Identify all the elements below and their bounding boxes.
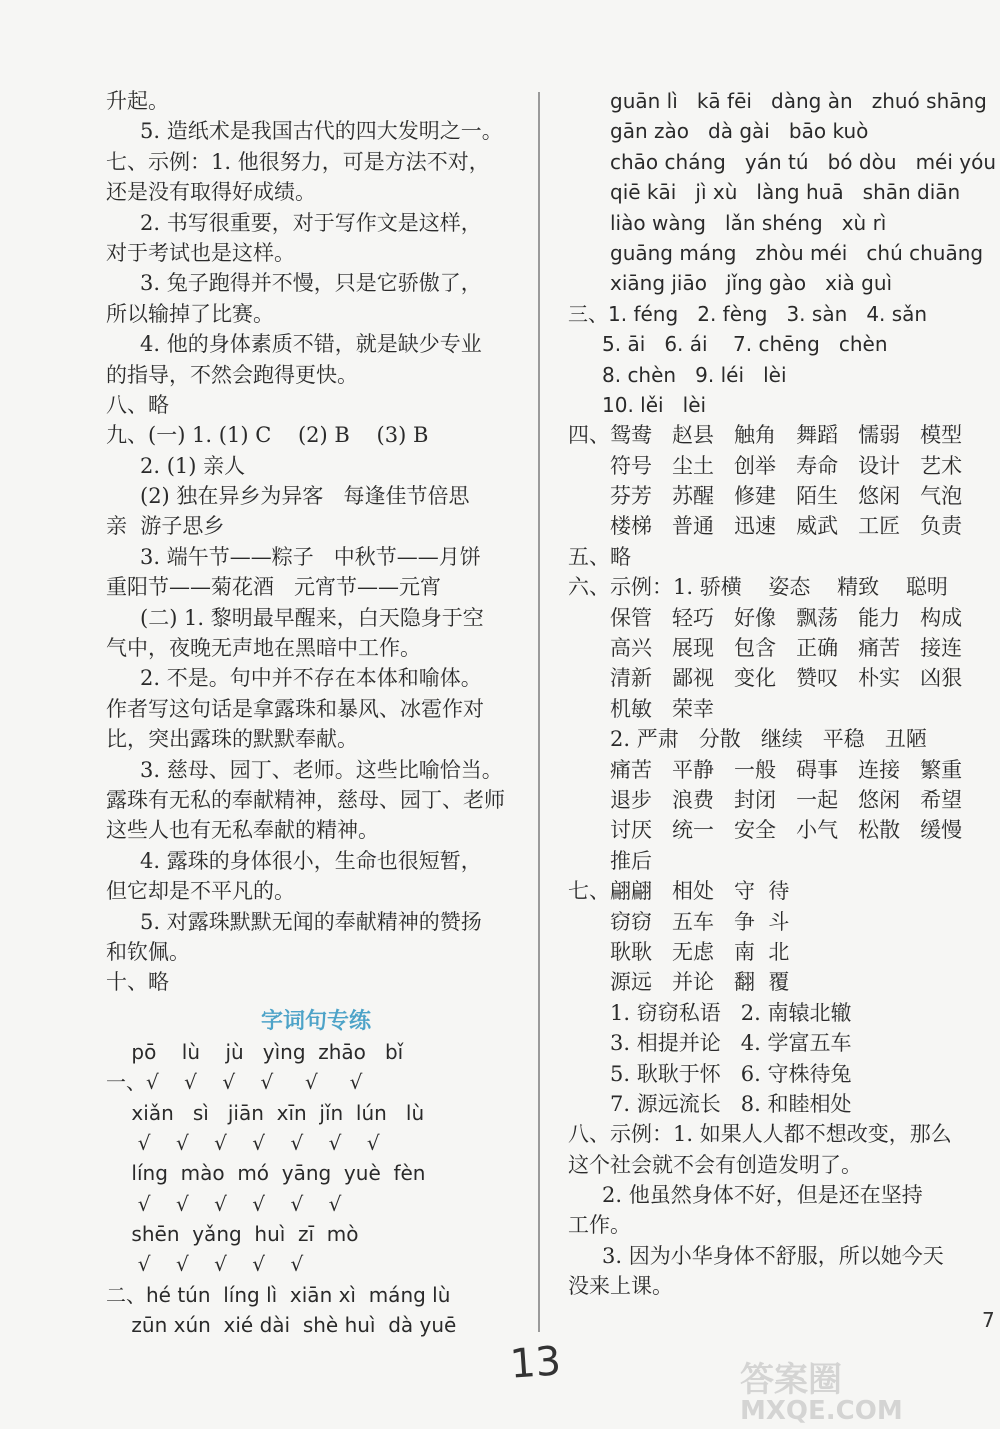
answer-line: √ √ √ √ √ √ — [106, 1191, 342, 1216]
answer-line: 8. chèn 9. léi lèi — [602, 362, 787, 387]
answer-line: 升起。 — [106, 89, 169, 113]
answer-line: 三、1. féng 2. fèng 3. sàn 4. sǎn — [568, 301, 928, 326]
answer-line: 讨厌 统一 安全 小气 松散 缓慢 — [610, 818, 963, 843]
answer-line: 还是没有取得好成绩。 — [106, 180, 316, 205]
answer-line: 八、略 — [106, 392, 169, 417]
answer-line: liào wàng lǎn shéng xù rì — [610, 210, 887, 235]
answer-line: 2. 书写很重要，对于写作文是这样， — [140, 210, 482, 235]
answer-line: 符号 尘土 创举 寿命 设计 艺术 — [610, 453, 963, 478]
page-number: 7 — [982, 1308, 995, 1332]
left-column — [106, 86, 526, 1341]
watermark-logo — [700, 1355, 990, 1425]
answer-line: 耿耿 无虑 南 北 — [610, 939, 790, 964]
answer-line: 十、略 — [106, 970, 169, 995]
answer-line: 2. 他虽然身体不好，但是还在坚持 — [602, 1183, 923, 1208]
answer-line: 没来上课。 — [568, 1274, 673, 1299]
answer-line: 2. 严肃 分散 继续 平稳 丑陋 — [610, 727, 927, 752]
answer-line: 退步 浪费 封闭 一起 悠闲 希望 — [610, 787, 963, 812]
answer-line: 五、略 — [568, 544, 631, 569]
answer-line: 推后 — [610, 848, 652, 873]
answer-line: 九、(一) 1. (1) C (2) B (3) B — [106, 423, 429, 448]
answer-line: 六、示例：1. 骄横 姿态 精致 聪明 — [568, 575, 948, 600]
answer-line: 重阳节——菊花酒 元宵节——元宵 — [106, 575, 442, 600]
pinyin-answers — [106, 1037, 526, 1341]
answer-line: 但它却是不平凡的。 — [106, 879, 295, 904]
answer-line: 4. 露珠的身体很小，生命也很短暂， — [140, 848, 482, 873]
answer-line: guāng máng zhòu méi chú chuāng — [610, 240, 984, 265]
answer-line: 保管 轻巧 好像 飘荡 能力 构成 — [610, 605, 963, 630]
answer-line: (二) 1. 黎明最早醒来，白天隐身于空 — [140, 605, 484, 630]
watermark-cn: 答案圈 — [740, 1360, 842, 1400]
answer-line: shēn yǎng huì zī mò — [106, 1222, 359, 1247]
answer-line: zūn xún xié dài shè huì dà yuē — [106, 1313, 457, 1338]
column-divider — [538, 92, 540, 1332]
answer-line: 3. 端午节——粽子 中秋节——月饼 — [140, 544, 481, 569]
answer-line: 四、鸳鸯 赵县 触角 舞蹈 懦弱 模型 — [568, 423, 963, 448]
answer-line: 5. 造纸术是我国古代的四大发明之一。 — [140, 119, 503, 144]
answer-line: 的指导，不然会跑得更快。 — [106, 362, 358, 387]
section-title: 字词句专练 — [260, 1008, 371, 1034]
answer-line: 这些人也有无私奉献的精神。 — [106, 818, 379, 843]
answer-line: 2. (1) 亲人 — [140, 453, 246, 478]
answer-line: 露珠有无私的奉献精神，慈母、园丁、老师 — [106, 787, 505, 812]
answer-line: 机敏 荣幸 — [610, 696, 715, 721]
answer-line: 亲 游子思乡 — [106, 514, 225, 539]
answer-line: 七、翩翩 相处 守 待 — [568, 879, 790, 904]
answer-line: 芬芳 苏醒 修建 陌生 悠闲 气泡 — [610, 484, 963, 509]
answer-line: 所以输掉了比赛。 — [106, 301, 274, 326]
answer-line: 对于考试也是这样。 — [106, 240, 295, 265]
answer-line: guān lì kā fēi dàng àn zhuó shāng — [610, 89, 987, 113]
answer-line: 5. 耿耿于怀 6. 守株待兔 — [610, 1061, 852, 1086]
answer-line: 这个社会就不会有创造发明了。 — [568, 1152, 862, 1177]
answer-line: líng mào mó yāng yuè fèn — [106, 1161, 426, 1186]
right-column — [568, 86, 997, 1302]
answer-line: √ √ √ √ √ √ √ — [106, 1130, 380, 1155]
answer-line: 源远 并论 翻 覆 — [610, 970, 790, 995]
answer-line: 比，突出露珠的默默奉献。 — [106, 727, 358, 752]
answer-line: 窃窃 五车 争 斗 — [610, 909, 790, 934]
answer-line: 高兴 展现 包含 正确 痛苦 接连 — [610, 636, 963, 661]
left-answer-lines — [106, 86, 526, 998]
answer-line: 工作。 — [568, 1213, 631, 1238]
answer-line: 痛苦 平静 一般 碍事 连接 繁重 — [610, 757, 963, 782]
answer-line: 2. 不是。句中并不存在本体和喻体。 — [140, 666, 482, 691]
answer-line: 3. 慈母、园丁、老师。这些比喻恰当。 — [140, 757, 503, 782]
answer-line: 作者写这句话是拿露珠和暴风、冰雹作对 — [106, 696, 484, 721]
answer-line: 7. 源远流长 8. 和睦相处 — [610, 1091, 852, 1116]
answer-line: xiǎn sì jiān xīn jǐn lún lù — [106, 1100, 425, 1125]
answer-line: (2) 独在异乡为异客 每逢佳节倍思 — [140, 484, 470, 509]
answer-line: 一、√ √ √ √ √ √ — [106, 1070, 363, 1095]
answer-line: 和钦佩。 — [106, 939, 190, 964]
answer-line: pō lù jù yìng zhāo bǐ — [106, 1039, 404, 1064]
answer-line: qiē kāi jì xù làng huā shān diān — [610, 180, 961, 205]
answer-line: 4. 他的身体素质不错，就是缺少专业 — [140, 332, 482, 357]
answer-line: gān zào dà gài bāo kuò — [610, 119, 869, 144]
answer-line: xiāng jiāo jǐng gào xià guì — [610, 271, 893, 296]
watermark-url: MXQE.COM — [740, 1396, 903, 1425]
handwritten-number: 13 — [508, 1338, 563, 1388]
answer-line: 气中，夜晚无声地在黑暗中工作。 — [106, 636, 421, 661]
answer-line: 1. 窃窃私语 2. 南辕北辙 — [610, 1000, 852, 1025]
right-answer-lines — [568, 86, 997, 1302]
answer-line: 八、示例：1. 如果人人都不想改变，那么 — [568, 1122, 952, 1147]
answer-line: 10. lěi lèi — [602, 392, 707, 417]
answer-line: 楼梯 普通 迅速 威武 工匠 负责 — [610, 514, 963, 539]
answer-line: √ √ √ √ √ — [106, 1252, 304, 1277]
answer-line: 二、hé tún líng lì xiān xì máng lù — [106, 1282, 451, 1307]
answer-line: 5. 对露珠默默无闻的奉献精神的赞扬 — [140, 909, 482, 934]
answer-line: 5. āi 6. ái 7. chēng chèn — [602, 332, 888, 357]
answer-line: 3. 兔子跑得并不慢，只是它骄傲了， — [140, 271, 482, 296]
answer-line: 3. 相提并论 4. 学富五车 — [610, 1031, 852, 1056]
answer-line: chāo cháng yán tú bó dòu méi yóu — [610, 149, 997, 174]
answer-line: 清新 鄙视 变化 赞叹 朴实 凶狠 — [610, 666, 963, 691]
answer-line: 七、示例：1. 他很努力，可是方法不对， — [106, 149, 490, 174]
answer-line: 3. 因为小华身体不舒服，所以她今天 — [602, 1243, 944, 1268]
